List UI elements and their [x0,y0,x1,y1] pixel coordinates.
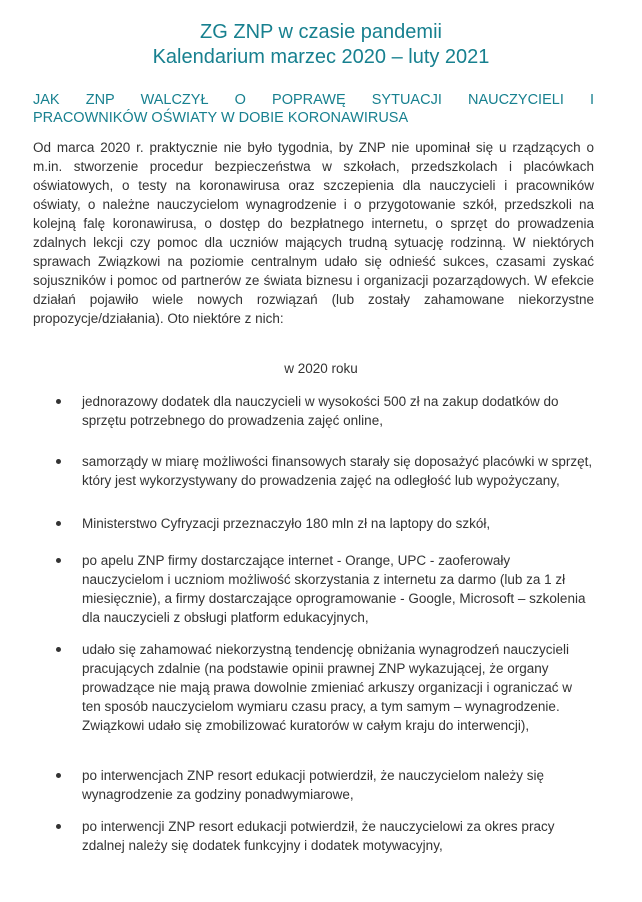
section-heading-line-2: PRACOWNIKÓW OŚWIATY W DOBIE KORONAWIRUSA [33,110,409,126]
year-heading: w 2020 roku [284,361,358,376]
list-item-text: jednorazowy dodatek dla nauczycieli w wysokości 500 zł na zakup dodatków do sprzętu potrzebnego do prowadzenia zajęć online, [82,394,559,428]
bullet-icon [56,824,61,829]
bullet-icon [56,399,61,404]
document-title-line-1: ZG ZNP w czasie pandemii [200,21,442,43]
list-item-text: po apelu ZNP firmy dostarczające internet - Orange, UPC - zaoferowały nauczycielom i uczniom możliwość skorzystania z internetu za darmo (lub za 1 zł miesięcznie), a firmy dostarczające oprogramowanie - Google, Microsoft – szkolenia dla nauczycieli z obsługi platform edukacyjnych, [82,553,586,625]
section-heading-line-1: JAK ZNP WALCZYŁ O POPRAWĘ SYTUACJI NAUCZYCIELI I [33,92,594,108]
bullet-icon [56,521,61,526]
section-heading [33,91,594,127]
bullet-icon [56,558,61,563]
bullet-icon [56,459,61,464]
bullet-icon [56,647,61,652]
intro-paragraph: Od marca 2020 r. praktycznie nie było tygodnia, by ZNP nie upominał się u rządzących o m.in. stworzenie procedur bezpieczeństwa w szkołach, przedszkolach i placówkach oświatowych, o testy na koronawirusa oraz szczepienia dla nauczycieli i pracowników oświaty, o należne nauczycielom wynagrodzenie i o przygotowanie szkół, przedszkoli na kolejną falę koronawirusa, o dostęp do bezpłatnego internetu, o sprzęt do prowadzenia zdalnych lekcji czy pomoc dla uczniów mających trudną sytuację rodzinną. W niektórych sprawach Związkowi na poziomie centralnym udało się odnieść sukces, czasami zyskać sojuszników i pomoc od partnerów ze świata biznesu i organizacji pozarządowych. W efekcie działań pojawiło wiele nowych rozwiązań (lub zostały zahamowane niekorzystne propozycje/działania). Oto niektóre z nich: [33,140,594,326]
list-item-text: po interwencji ZNP resort edukacji potwierdził, że nauczycielowi za okres pracy zdalnej należy się dodatek funkcyjny i dodatek motywacyjny, [82,819,555,853]
list-item-text: Ministerstwo Cyfryzacji przeznaczyło 180 mln zł na laptopy do szkół, [82,516,491,531]
bullet-icon [56,773,61,778]
list-item-text: samorządy w miarę możliwości finansowych starały się doposażyć placówki w sprzęt, który jest wykorzystywany do prowadzenia zajęć na odległość lub wypożyczany, [82,454,593,488]
list-item-text: po interwencjach ZNP resort edukacji potwierdził, że nauczycielom należy się wynagrodzenie za godziny ponadwymiarowe, [82,768,544,802]
list-item-text: udało się zahamować niekorzystną tendencję obniżania wynagrodzeń nauczycieli pracujących zdalnie (na podstawie opinii prawnej ZNP wykazującej, że organy prowadzące nie mają prawa dowolnie zmieniać arkuszy organizacji i ograniczać w ten sposób nauczycielom wymiaru czasu pracy, a tym samym – wynagrodzenie. Związkowi udało się zmobilizować kuratorów w całym kraju do interwencji), [82,642,572,733]
document-title-line-2: Kalendarium marzec 2020 – luty 2021 [152,46,490,68]
